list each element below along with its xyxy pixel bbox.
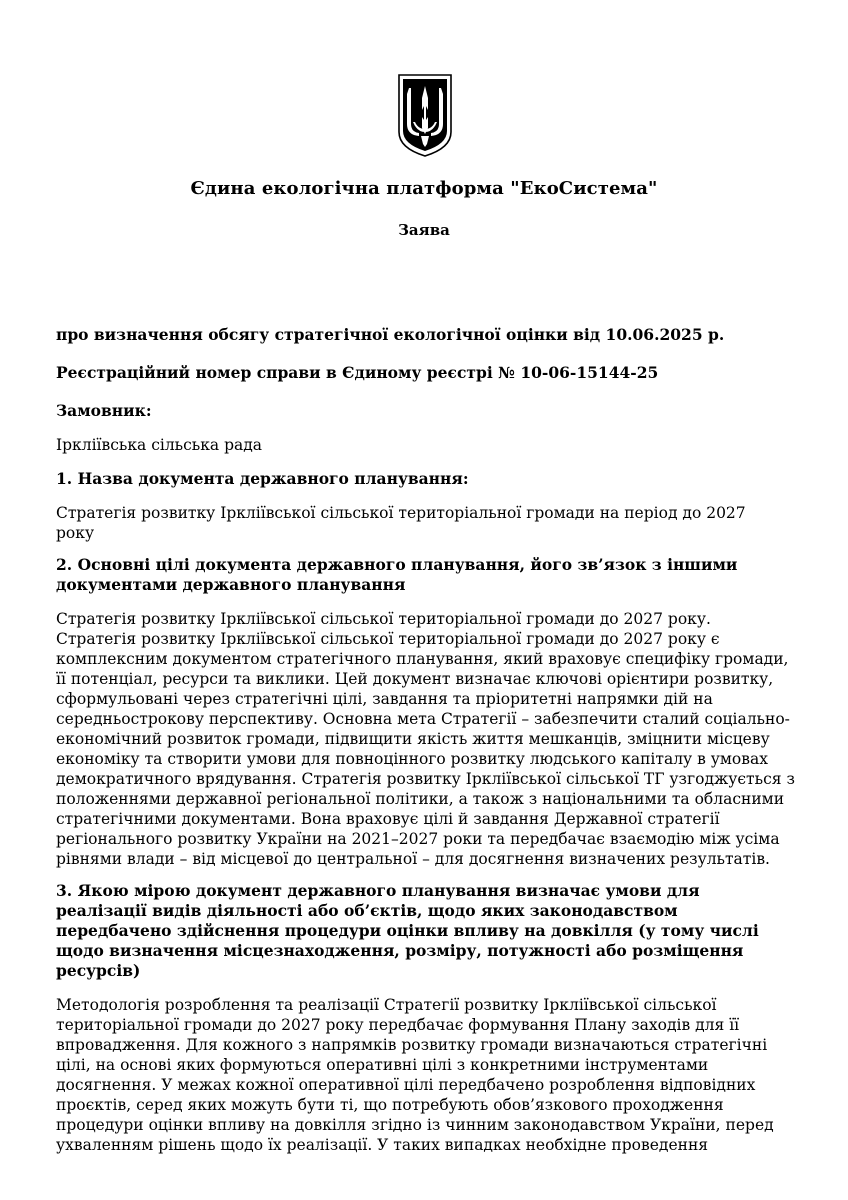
section-3-text: Методологія розроблення та реалізації Стратегії розвитку Іркліївської сільської територіальної громади до 2027 року передбачає формування Плану заходів для її впровадження. Для кожного з напрямків розвитку громади визначаються стратегічні цілі, на основі яких формуються оперативні цілі з конкретними інструментами досягнення. У межах кожної оперативної цілі передбачено розроблення відповідних проєктів, серед яких можуть бути ті, що потребують обов’язкового проходження процедури оцінки впливу на довкілля згідно із чинним законодавством України, перед ухваленням рішень щодо їх реалізації. У таких випадках необхідне проведення: [56, 996, 774, 1154]
application-subject: про визначення обсягу стратегічної екологічної оцінки від 10.06.2025 р.: [56, 325, 725, 344]
section-2-text: Стратегія розвитку Іркліївської сільської територіальної громади до 2027 року. Стратегія розвитку Іркліївської сільської територіальної громади до 2027 року є комплексним документом стратегічного планування, який враховує специфіку громади, її потенціал, ресурси та виклики. Цей документ визначає ключові орієнтири розвитку, сформульовані через стратегічні цілі, завдання та пріоритетні напрямки дій на середньострокову перспективу. Основна мета Стратегії – забезпечити сталий соціально-економічний розвиток громади, підвищити якість життя мешканців, зміцнити місцеву економіку та створити умови для повноцінного розвитку людського капіталу в умовах демократичного врядування. Стратегія розвитку Іркліївської сільської ТГ узгоджується з положеннями державної регіональної політики, а також з національними та обласними стратегічними документами. Вона враховує цілі й завдання Державної стратегії регіонального розвитку України на 2021–2027 роки та передбачає взаємодію між усіма рівнями влади – від місцевої до центральної – для досягнення визначених результатів.: [56, 610, 795, 868]
customer-name: Іркліївська сільська рада: [56, 436, 263, 454]
platform-title: Єдина екологічна платформа "ЕкоСистема": [190, 178, 658, 199]
section-1-heading: 1. Назва документа державного планування:: [56, 469, 469, 488]
document-body: [56, 325, 796, 1155]
registration-number: Реєстраційний номер справи в Єдиному реєстрі № 10-06-15144-25: [56, 363, 659, 382]
trident-emblem-icon: [395, 72, 455, 158]
document-type: Заява: [398, 221, 450, 239]
section-1-text: Стратегія розвитку Іркліївської сільської територіальної громади на період до 2027 року: [56, 504, 746, 542]
section-3-heading: 3. Якою мірою документ державного планування визначає умови для реалізації видів діяльності або об’єктів, щодо яких законодавством передбачено здійснення процедури оцінки впливу на довкілля (у тому числі щодо визначення місцезнаходження, розміру, потужності або розміщення ресурсів): [56, 881, 759, 980]
section-2-heading: 2. Основні цілі документа державного планування, його зв’язок з іншими документами державного планування: [56, 555, 738, 594]
customer-label: Замовник:: [56, 401, 152, 420]
